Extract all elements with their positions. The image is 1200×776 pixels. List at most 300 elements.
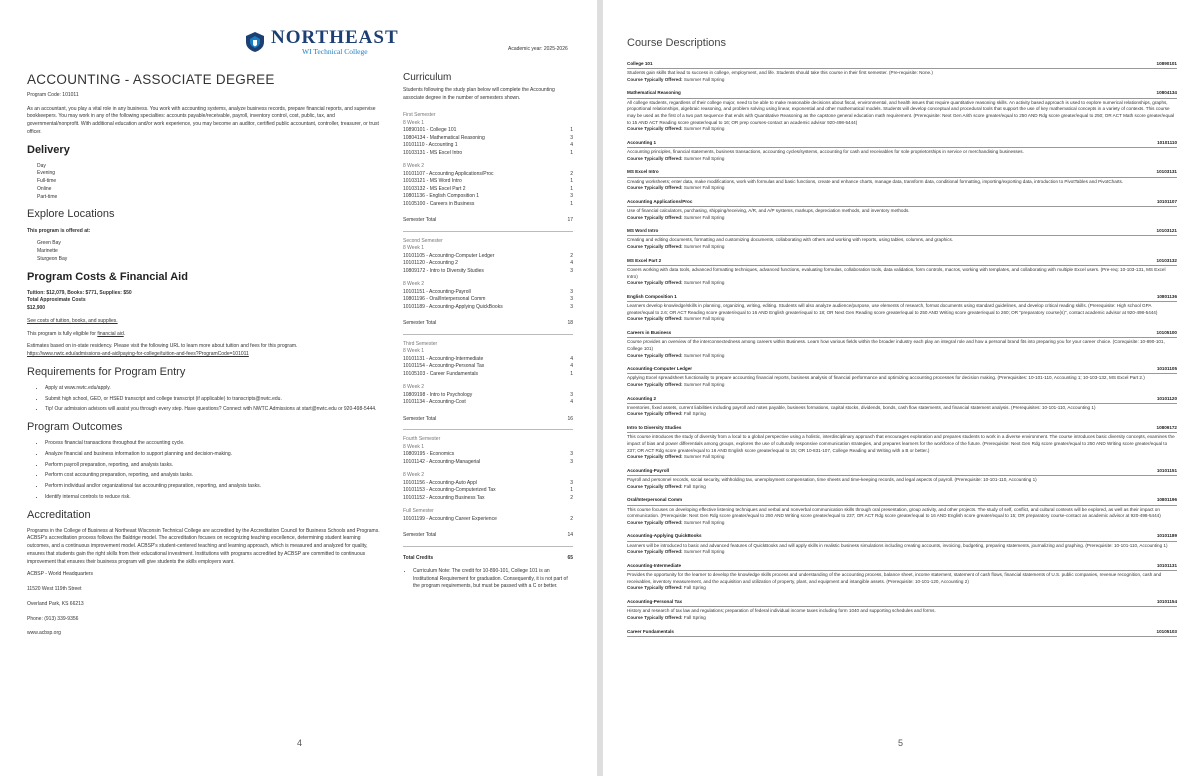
course-offered	[627, 126, 1177, 133]
course-credits: 2	[570, 494, 573, 501]
course-code: 10105103	[1156, 628, 1177, 634]
course-name: English Composition 1	[627, 293, 677, 299]
course-credits: 2	[570, 515, 573, 522]
delivery-item: Day	[37, 162, 46, 169]
course-credits: 1	[570, 127, 573, 133]
course-credits: 4	[570, 355, 573, 362]
course-header	[627, 629, 1177, 637]
semester-label: First Semester	[403, 112, 436, 118]
offered-terms: Fall Spring	[683, 411, 706, 417]
course-row	[403, 193, 573, 201]
locations-list	[27, 240, 382, 263]
course-description	[627, 425, 1177, 461]
course-credits: 3	[570, 288, 573, 295]
course-header	[627, 199, 1177, 207]
course-description	[627, 563, 1177, 592]
offered-label: Course Typically Offered:	[627, 316, 683, 322]
course-name: MS Excel Intro	[627, 169, 659, 175]
course-row	[403, 487, 573, 495]
course-name: 10801196 - Oral/Interpersonal Comm	[403, 296, 486, 302]
course-row	[403, 201, 573, 209]
course-row	[403, 268, 573, 276]
offered-label: Course Typically Offered:	[627, 454, 683, 460]
course-row	[403, 127, 573, 135]
course-name: 10101110 - Accounting 1	[403, 142, 458, 148]
course-desc: Creating worksheets; enter data, make modifications, work with formulas and basic functions, create and enhance charts, manage data, transform data, conditional formatting, importing/exporting data, introduction to PivotTables and PivotCharts.	[627, 178, 1124, 184]
offered-terms: Summer Fall Spring	[683, 244, 725, 250]
course-desc: Students gain skills that lead to success in college, employment, and life. Students should take this course in their first semester. (Pre-requisite: None.)	[627, 70, 933, 76]
semester-label: Fourth Semester	[403, 436, 441, 442]
outcome-item: • Perform cost accounting preparation, reporting, and analysis tasks.	[45, 472, 382, 480]
offered-label: Course Typically Offered:	[627, 549, 683, 555]
semester-total	[403, 414, 573, 424]
course-credits: 3	[570, 267, 573, 274]
course-credits: 1	[570, 200, 573, 207]
week-label: 8 Week 2	[403, 384, 425, 390]
requirement-item: • Submit high school, GED, or HSED transcript and college transcript (if applicable) to transcripts@nwtc.edu.	[45, 396, 382, 404]
course-desc: Provides the opportunity for the learner to develop the knowledge skills process and understanding of the accounting process, balance sheet, income statement, statement of cash flows, financial statements of U.S. public companies, revenue recognition, cash and receivables, inventory measurement, and the acquisition and utilization of property, plant, and equipment and intangible assets. (Prerequisite: 10-101-120, Accounting 2)	[627, 572, 1162, 584]
course-offered	[627, 520, 1177, 527]
semester-total	[403, 530, 573, 540]
estimates-text: Estimates based on in-state residency. Please visit the following URL to learn more about tuition and fees for this program.	[27, 343, 298, 350]
offered-terms: Summer Fall Spring	[683, 352, 725, 358]
course-header	[627, 497, 1177, 505]
offered-terms: Fall Spring	[683, 585, 706, 591]
course-code: 10801196	[1156, 497, 1177, 503]
semester-total	[403, 215, 573, 225]
course-desc: This course introduces the study of diversity from a local to a global perspective using a holistic, interdisciplinary approach that encourages exploration and prepares students to work in a diverse environment. The course introduces basic diversity concepts, examines the impact of bias and power differentials among groups, explores the use of culturally responsive communication strategies, and prepares learners for the workforce of the future. (Prerequisite: Next Gen Rdg score greater/equal to 250 AND Writing score greater/equal to 237; OR ACT Rdg score greater/equal to 16 AND English score greater/equal to 15; OR 10-831-107, College Reading and Writing with a B or better.)	[627, 434, 1175, 453]
course-row	[403, 371, 573, 379]
course-offered	[627, 280, 1177, 287]
course-header	[627, 294, 1177, 302]
course-desc: Course provides an overview of the interconnectedness among careers within Business. Learn how various fields within the broader industry each play an integral role and how a personal brand fits into preparing you for your career choice. (Corequisite: 10-890-101, College 101)	[627, 339, 1165, 351]
course-name: 10804134 - Mathematical Reasoning	[403, 134, 485, 141]
course-credits: 4	[570, 142, 573, 148]
course-description	[627, 366, 1177, 388]
course-credits: 3	[570, 458, 573, 465]
offered-label: Course Typically Offered:	[627, 126, 683, 132]
course-code: 10101110	[1157, 139, 1177, 145]
course-desc: Creating and editing documents, formatting and customizing documents, collaborating with others and working with reports, using tables, columns, and graphics.	[627, 237, 954, 243]
program-overview	[27, 70, 382, 645]
curriculum-intro: Students following the study plan below will complete the Accounting associate degree in the number of semesters shown.	[403, 87, 555, 101]
course-desc: Covers working with data tools, advanced formatting techniques, advanced functions, evaluating formulas, collaboration tools, data validation, form controls, macros, working with templates, and collaborating with multiple Excel users. (Pre-req: 10-103-131, MS Excel Intro)	[627, 266, 1166, 279]
offered-terms: Fall Spring	[683, 614, 706, 620]
course-name: Career Fundamentals	[627, 628, 674, 634]
course-description	[627, 140, 1177, 162]
accreditation-heading: Accreditation	[27, 508, 91, 521]
week-label: 8 Week 2	[403, 472, 425, 478]
offered-label: Course Typically Offered:	[627, 244, 683, 250]
offered-terms: Summer Fall Spring	[683, 316, 725, 322]
course-row	[403, 171, 573, 179]
course-description	[627, 294, 1177, 323]
course-desc: All college students, regardless of their college major, need to be able to make reasonable decisions about fiscal, environmental, and health issues that require quantitative reasoning skills. An activity based approach is used to explore numerical relationships, graphs, proportional relationships, algebraic reasoning, and problem solving using linear, exponential and other mathematical models. Students will develop conceptual and procedural tools that support the use of key mathematical concepts in a variety of contexts. This course may be used as the first of a two part sequence that ends with Quantitative Reasoning as the capstone general education math requirement. (Prerequisite: Next Gen Arith score greater/equal to 250 AND Rdg score greater/equal to 250; OR ACT Math score greater/equal to 15 AND ACT Reading score greater/equal to 16; OR prep courses-contact an academic advisor 920-498-5444)	[627, 99, 1175, 125]
offered-label: Course Typically Offered:	[627, 155, 683, 161]
address-line: ACBSP - World Headquarters	[27, 571, 93, 578]
course-header	[627, 90, 1177, 98]
course-header	[627, 468, 1177, 476]
course-code: 10101107	[1156, 198, 1177, 204]
course-code: 10101105	[1156, 366, 1177, 372]
costs-link[interactable]: See costs of tuition, books, and supplies.	[27, 317, 118, 324]
offered-label: Course Typically Offered:	[627, 214, 683, 220]
offered-terms: Summer Fall Spring	[683, 280, 725, 286]
course-offered	[627, 185, 1177, 192]
costs-heading: Program Costs & Financial Aid	[27, 270, 188, 283]
course-name: Oral/Interpersonal Comm	[627, 497, 683, 503]
course-row	[403, 260, 573, 268]
course-code: 10103131	[1156, 169, 1177, 175]
offered-terms: Summer Fall Spring	[683, 381, 725, 387]
course-description	[627, 330, 1177, 359]
course-credits: 2	[570, 252, 573, 259]
course-code: 10101151	[1156, 467, 1177, 473]
semester-total-value: 16	[567, 415, 573, 422]
address-line: 11520 West 119th Street	[27, 586, 82, 593]
outcome-item: • Perform individual and/or organizational tax accounting preparation, reporting, and analysis tasks.	[45, 483, 382, 491]
course-descriptions-heading: Course Descriptions	[627, 37, 727, 49]
course-code: 10809172	[1156, 425, 1177, 431]
delivery-heading: Delivery	[27, 143, 70, 156]
course-name: 10101154 - Accounting-Personal Tax	[403, 363, 485, 369]
offered-terms: Summer Fall Spring	[683, 76, 725, 82]
course-credits: 3	[570, 479, 573, 486]
semester-total-label: Semester Total	[403, 217, 437, 223]
semester-total-label: Semester Total	[403, 415, 437, 422]
outcome-item: • Analyze financial and business information to support planning and decision-making.	[45, 451, 382, 459]
course-desc: Use of financial calculators, purchasing, shipping/receiving, A/R, and A/P systems, markups, depreciation methods, and inventory methods.	[627, 208, 910, 213]
total-credits-label: Total Credits	[403, 554, 434, 561]
offered-label: Course Typically Offered:	[627, 483, 683, 489]
semester-list	[403, 112, 573, 540]
location-item: Sturgeon Bay	[37, 255, 68, 262]
course-description	[627, 228, 1177, 250]
semester-label: Second Semester	[403, 237, 443, 244]
course-description	[627, 599, 1177, 621]
course-code: 10101120	[1156, 395, 1177, 401]
course-header	[627, 169, 1177, 177]
course-row	[403, 480, 573, 488]
course-name: College 101	[627, 61, 653, 66]
course-name: 10101120 - Accounting 2	[403, 260, 458, 266]
fin-aid-suffix: .	[123, 330, 126, 337]
offered-label: Course Typically Offered:	[627, 185, 683, 191]
course-name: 10105103 - Career Fundamentals	[403, 370, 479, 377]
requirements-list	[27, 385, 382, 414]
course-header	[627, 563, 1177, 571]
course-code: 10801136	[1156, 293, 1177, 299]
course-code: 10101154	[1156, 599, 1177, 605]
course-name: 10809198 - Intro to Psychology	[403, 391, 473, 398]
page-5	[603, 0, 1200, 776]
location-item: Marinette	[37, 248, 58, 255]
course-credits: 1	[570, 487, 573, 493]
course-credits: 3	[570, 296, 573, 302]
course-name: 10890101 - College 101	[403, 127, 457, 133]
offered-at-label: This program is offered at:	[27, 227, 91, 234]
course-name: 10101151 - Accounting-Payroll	[403, 288, 471, 295]
offered-label: Course Typically Offered:	[627, 519, 683, 525]
course-description	[627, 396, 1177, 418]
curriculum-heading: Curriculum	[403, 72, 452, 83]
offered-terms: Summer Fall Spring	[683, 519, 725, 525]
offered-label: Course Typically Offered:	[627, 585, 683, 591]
course-description	[627, 629, 1177, 637]
address-line: Overland Park, KS 66213	[27, 600, 84, 607]
course-header	[627, 258, 1177, 266]
delivery-item: Full-time	[37, 178, 57, 185]
course-description	[627, 169, 1177, 191]
location-item: Green Bay	[37, 240, 61, 247]
offered-terms: Fall Spring	[683, 483, 706, 489]
course-credits: 3	[570, 391, 573, 398]
outcomes-list	[27, 440, 382, 502]
course-row	[403, 142, 573, 150]
course-name: 10103131 - MS Excel Intro	[403, 149, 463, 156]
course-row	[403, 253, 573, 261]
course-header	[627, 330, 1177, 338]
total-credits	[403, 555, 573, 563]
course-desc: Learners develop knowledge/skills in planning, organizing, writing, editing. Students will also analyze audience/purpose, use elements of research, format documents using standard guidelines, and develop critical reading skills. (Prerequisite: High school GPA greater/equal to 2.6; OR ACT Reading score greater/equal to 16 AND English greater/equal to 18; OR Next Gen Reading score greater/equal to 250 AND Writing score greater/equal to 260; OR "preparatory course(s)", contact academic advisor at 920-498-5444)	[627, 303, 1158, 315]
course-row	[403, 392, 573, 400]
course-offered	[627, 316, 1177, 323]
offered-label: Course Typically Offered:	[627, 280, 683, 286]
course-row	[403, 150, 573, 158]
course-header	[627, 366, 1177, 374]
tuition-url-link[interactable]: https://www.nwtc.edu/admissions-and-aid/paying-for-college/tuition-and-fees?ProgramCode=101011	[27, 351, 249, 358]
course-credits: 2	[570, 170, 573, 177]
course-offered	[627, 615, 1177, 622]
semester-total-label: Semester Total	[403, 320, 437, 326]
page-4	[0, 0, 597, 776]
course-name: Mathematical Reasoning	[627, 90, 681, 96]
course-row	[403, 289, 573, 297]
course-credits: 4	[570, 260, 573, 266]
course-offered	[627, 77, 1177, 84]
tuition-line: Tuition: $12,079, Books: $771, Supplies: $50	[27, 289, 132, 296]
course-header	[627, 599, 1177, 607]
outcomes-heading: Program Outcomes	[27, 421, 123, 434]
semester-total-label: Semester Total	[403, 532, 437, 538]
course-desc: This course focuses on developing effective listening techniques and verbal and nonverbal communication skills through oral presentation, group activity, and other projects. The study of self, conflict, and cultural contexts will be explored, as well as their impact on communication. (Prerequisite: Next Gen Rdg score greater/equal to 250 AND Writing score greater/equal to 237; OR ACT Rdg score greater/equal to 16 AND English score greater/equal to 15; OR preparatory course-contact an academic advisor at 920-498-5444)	[627, 506, 1161, 519]
course-description	[627, 90, 1177, 132]
semester-total-value: 18	[567, 320, 573, 326]
course-desc: Learners will be introduced to basic and advanced features of QuickBooks and will apply skills in realistic business simulations including creating accounts, invoicing, budgeting, preparing statements, journalizing and graphing. (Prerequisite: 10-101-110, Accounting 1)	[627, 542, 1168, 548]
week-label: 8 Week 1	[403, 443, 425, 450]
week-label: 8 Week 2	[403, 281, 425, 287]
course-description	[627, 468, 1177, 490]
course-name: Accounting-Applying QuickBooks	[627, 533, 702, 539]
course-row	[403, 186, 573, 194]
program-title: ACCOUNTING - ASSOCIATE DEGREE	[27, 72, 275, 87]
explore-locations-heading: Explore Locations	[27, 208, 115, 221]
course-credits: 3	[570, 134, 573, 141]
course-row	[403, 399, 573, 407]
course-name: 10101107 - Accounting Applications/Proc	[403, 170, 494, 177]
course-name: 10101142 - Accounting-Managerial	[403, 458, 481, 465]
course-credits: 3	[570, 193, 573, 199]
offered-terms: Summer Fall Spring	[683, 549, 725, 555]
course-name: Intro to Diversity Studies	[627, 425, 682, 431]
course-code: 10105100	[1156, 330, 1177, 336]
course-name: 10101134 - Accounting-Cost	[403, 399, 466, 405]
program-code: Program Code: 101011	[27, 91, 79, 98]
offered-terms: Summer Fall Spring	[683, 214, 725, 220]
total-costs-label: Total Approximate Costs	[27, 297, 86, 304]
course-row	[403, 451, 573, 459]
course-row	[403, 135, 573, 143]
course-offered	[627, 215, 1177, 222]
course-description-list	[627, 61, 1177, 644]
course-name: MS Excel Part 2	[627, 257, 662, 263]
course-header	[627, 396, 1177, 404]
offered-label: Course Typically Offered:	[627, 381, 683, 387]
course-name: 10101189 - Accounting-Applying QuickBooks	[403, 303, 503, 310]
offered-terms: Summer Fall Spring	[683, 126, 725, 132]
course-credits: 1	[570, 370, 573, 377]
course-name: 10101131 - Accounting-Intermediate	[403, 355, 484, 362]
course-desc: Applying Excel spreadsheet functionality to prepare accounting financial reports, business analysis of financial performance and optimizing accounting processes for decision making. (Prerequisites: 10-101-110, Accounting 1; 10-103-132, MS Excel Part 2.)	[627, 375, 1145, 381]
course-code: 10890101	[1156, 61, 1177, 66]
course-credits: 3	[570, 451, 573, 457]
course-header	[627, 61, 1177, 69]
course-offered	[627, 549, 1177, 556]
course-name: 10105100 - Careers in Business	[403, 200, 475, 207]
week-label: 8 Week 1	[403, 348, 425, 354]
course-name: Accounting-Payroll	[627, 467, 670, 473]
course-credits: 4	[570, 363, 573, 369]
shield-logo-icon	[244, 31, 266, 53]
offered-label: Course Typically Offered:	[627, 614, 683, 620]
course-code: 10101189	[1156, 533, 1177, 539]
delivery-item: Online	[37, 185, 52, 192]
course-description	[627, 199, 1177, 221]
course-offered	[627, 454, 1177, 461]
page-number: 4	[297, 738, 303, 748]
course-desc: History and research of tax law and regulations; preparation of federal individual income taxes including form 1040 and supporting schedules and forms.	[627, 608, 936, 614]
course-code: 10101131	[1156, 562, 1177, 568]
course-offered	[627, 244, 1177, 251]
course-desc: Accounting principles, financial statements, business transactions, accounting cycles/systems, accounting for cash and receivables for sole proprietorships in service or merchandising businesses.	[627, 149, 1024, 155]
course-name: 10809195 - Economics	[403, 451, 455, 457]
financial-aid-line	[27, 331, 382, 339]
course-row	[403, 304, 573, 312]
course-name: MS Word Intro	[627, 228, 659, 234]
course-offered	[627, 585, 1177, 592]
course-offered	[627, 411, 1177, 418]
outcome-item: • Process financial transactions throughout the accounting cycle.	[45, 440, 382, 448]
course-row	[403, 459, 573, 467]
course-offered	[627, 382, 1177, 389]
course-name: Accounting-Computer Ledger	[627, 366, 693, 372]
total-costs-value: $12,900	[27, 305, 46, 312]
course-name: 10101105 - Accounting-Computer Ledger	[403, 252, 495, 259]
course-name: 10101156 - Accounting-Auto Appl	[403, 479, 477, 486]
semester-total-value: 14	[567, 532, 573, 538]
address-line: Phone: (913) 339-9356	[27, 615, 79, 622]
course-desc: Payroll and personnel records, social security, withholding tax, unemployment compensation, time sheets and time-keeping records, and legal aspects of payroll. (Prerequisite: 10-101-110, Accounting 1)	[627, 477, 1037, 483]
college-logo	[244, 28, 399, 56]
course-name: Accounting 1	[627, 139, 657, 145]
course-credits: 3	[570, 303, 573, 310]
course-code: 10103132	[1156, 257, 1177, 263]
course-name: 10801136 - English Composition 1	[403, 193, 480, 199]
offered-terms: Summer Fall Spring	[683, 155, 725, 161]
offered-terms: Summer Fall Spring	[683, 185, 725, 191]
acbsp-address	[27, 571, 382, 638]
course-name: Careers in Business	[627, 330, 672, 336]
page-number: 5	[898, 738, 904, 748]
course-offered	[627, 156, 1177, 163]
outcome-item: • Identify internal controls to reduce risk.	[45, 494, 382, 502]
week-label: 8 Week 2	[403, 163, 425, 169]
requirements-heading: Requirements for Program Entry	[27, 365, 186, 378]
semester-total	[403, 318, 573, 328]
course-name: Accounting-Personal Tax	[627, 599, 683, 605]
curriculum-column	[403, 70, 573, 591]
outcome-item: • Perform payroll preparation, reporting, and analysis tasks.	[45, 462, 382, 470]
requirement-item: • Tip! Our admission advisors will assist you through every step. Have questions? Connect with NWTC Admissions at start@nwtc.edu or 920-498-5444.	[45, 406, 382, 414]
logo-subtitle: WI Technical College	[302, 47, 368, 56]
address-line: www.acbsp.org	[27, 630, 61, 637]
course-credits: 1	[570, 149, 573, 156]
academic-year: Academic year: 2025-2026	[508, 46, 568, 52]
course-name: Accounting Applications/Proc	[627, 198, 693, 204]
total-credits-value: 65	[567, 554, 573, 561]
course-row	[403, 363, 573, 371]
course-header	[627, 533, 1177, 541]
course-name: 10103121 - MS Word Intro	[403, 178, 462, 184]
course-description	[627, 258, 1177, 287]
offered-label: Course Typically Offered:	[627, 352, 683, 358]
delivery-item: Part-time	[37, 193, 58, 200]
course-description	[627, 61, 1177, 83]
course-name: Accounting-Intermediate	[627, 562, 682, 568]
logo-name: NORTHEAST	[271, 27, 399, 48]
course-header	[627, 140, 1177, 148]
offered-terms: Summer Fall Spring	[683, 454, 725, 460]
accreditation-text: Programs in the College of Business at Northeast Wisconsin Technical College are accredited by the Accreditation Council for Business Schools and Programs. ACBSP's accreditation process follows the Baldrige model. The accreditation focuses on recognizing teaching excellence, determining student learning outcomes, and a continuous improvement model. ACBSP's student-centered teaching and learning approach, which is measured and analyzed for quality, ensures that students gain the right skills from their educational investment. Institutions with programs accredited by ACBSP are committed to continuous improvement that ensures their business program will give students the skills employers want.	[27, 527, 380, 565]
course-offered	[627, 484, 1177, 491]
financial-aid-link[interactable]: financial aid	[97, 330, 124, 337]
program-intro: As an accountant, you play a vital role in any business. You work with accounting systems, analyze business records, prepare financial reports, and supervise bookkeepers. You may work in any of the following specialties: accounts payable/receivable, payroll, inventory control, cost, public, tax, and governmental/nonprofit. With additional education and/or work experience, you may become an auditor, certified public accountant, controller, treasurer, or trust officer.	[27, 105, 379, 135]
course-row	[403, 178, 573, 186]
week-label: 8 Week 1	[403, 119, 425, 126]
course-code: 10103121	[1156, 228, 1177, 234]
week-label: 8 Week 1	[403, 245, 425, 251]
course-row	[403, 356, 573, 364]
course-name: 10809172 - Intro to Diversity Studies	[403, 267, 484, 274]
curriculum-note-list	[403, 568, 573, 591]
fin-aid-prefix: This program is fully eligible for	[27, 330, 98, 337]
course-credits: 4	[570, 399, 573, 405]
week-label: Full Semester	[403, 508, 434, 514]
course-credits: 1	[570, 185, 573, 192]
course-description	[627, 497, 1177, 526]
course-code: 10804134	[1156, 90, 1177, 96]
course-row	[403, 495, 573, 503]
course-header	[627, 228, 1177, 236]
course-credits: 1	[570, 178, 573, 184]
requirement-item: • Apply at www.nwtc.edu/apply.	[45, 385, 382, 393]
course-header	[627, 425, 1177, 433]
course-desc: Inventories, fixed assets, current liabilities including payroll and notes payable, business formations, capital stocks, dividends, bonds, cash flow statements, and financial statement analysis. (Prerequisites: 10-101-110, Accounting 1)	[627, 404, 1096, 410]
offered-label: Course Typically Offered:	[627, 76, 683, 82]
delivery-item: Evening	[37, 170, 56, 177]
semester-label: Third Semester	[403, 340, 438, 347]
delivery-list	[27, 163, 382, 202]
